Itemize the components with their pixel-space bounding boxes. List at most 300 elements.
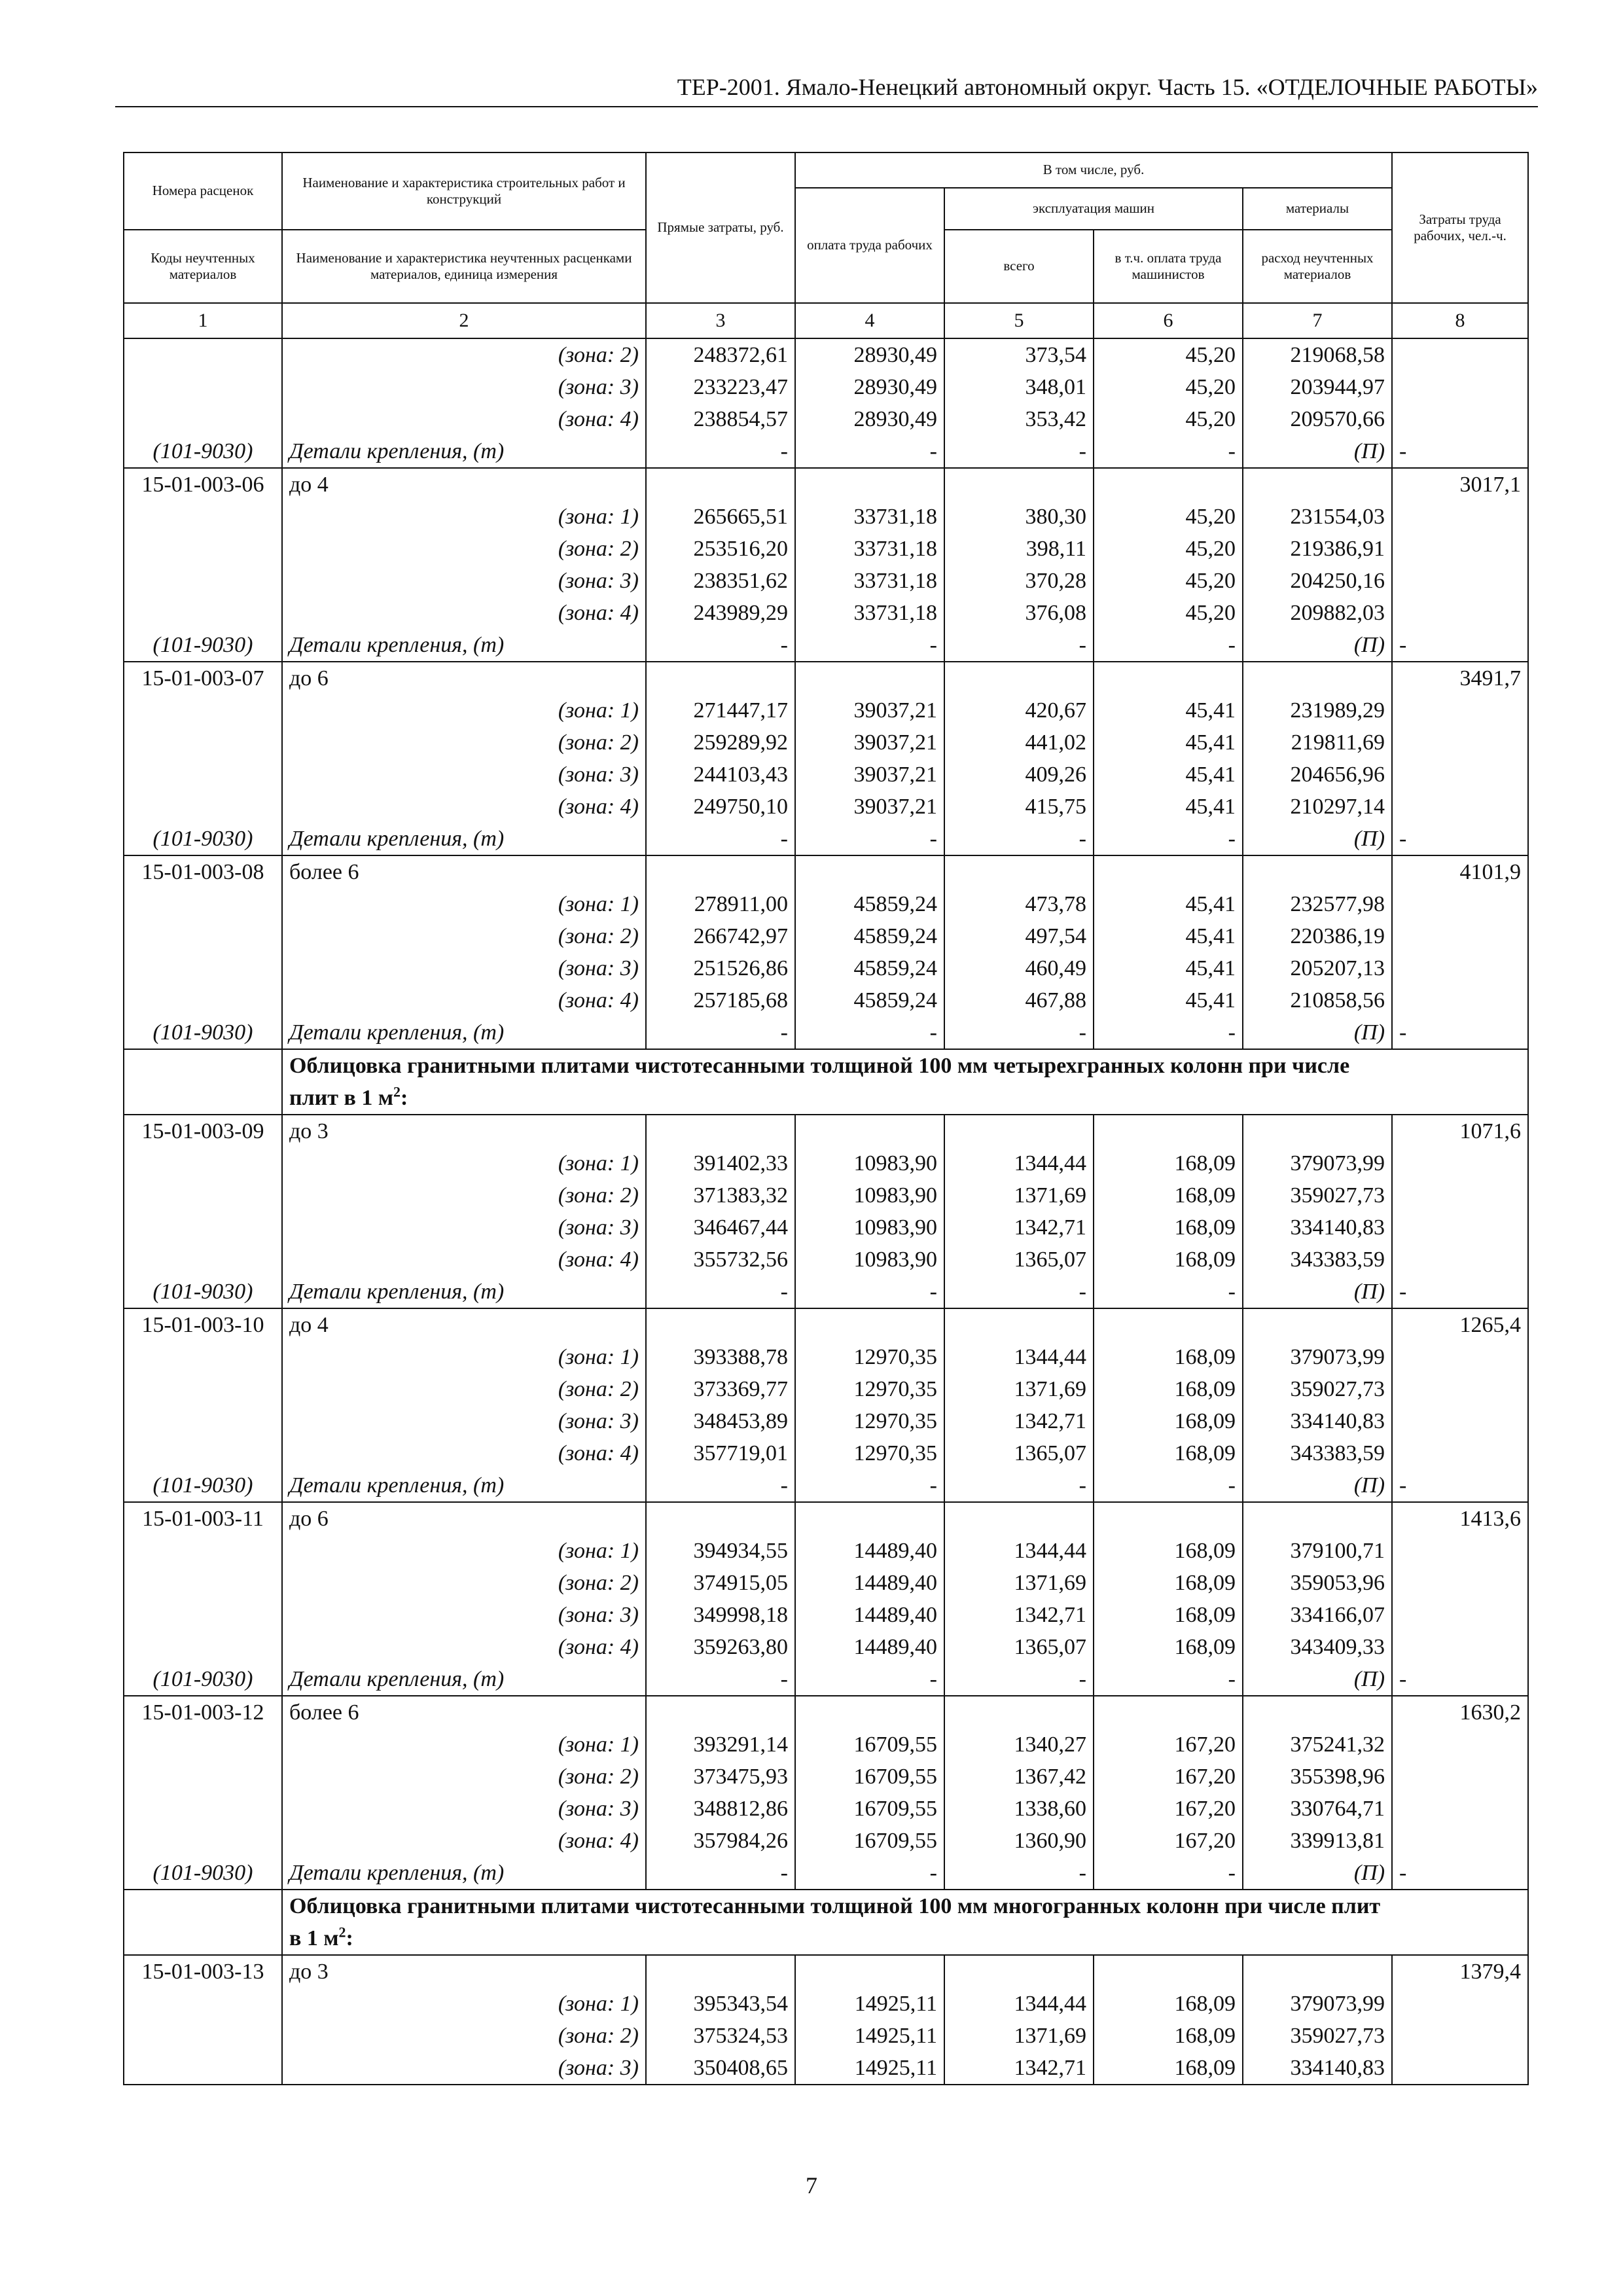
materials-cost-cell: 209882,03 [1243, 597, 1392, 629]
work-name-cell: (зона: 3) [282, 952, 646, 984]
labor-hours-cell [1392, 1761, 1528, 1793]
machinists-pay-cell: 45,20 [1094, 597, 1243, 629]
direct-cost-cell: 395343,54 [646, 1988, 795, 2020]
labor-hours-cell [1392, 2020, 1528, 2052]
zone-row [124, 597, 1528, 629]
rate-code-cell [124, 533, 282, 565]
direct-cost-cell: 357719,01 [646, 1437, 795, 1469]
materials-cost-cell [1243, 662, 1392, 694]
rate-code-cell [124, 1244, 282, 1276]
machinists-pay-cell [1094, 1308, 1243, 1341]
work-name-cell: Детали крепления, (т) [282, 1857, 646, 1890]
labor-pay-cell: 12970,35 [795, 1373, 944, 1405]
labor-hours-cell: 3017,1 [1392, 468, 1528, 501]
work-name-cell: (зона: 3) [282, 1793, 646, 1825]
col2-header-bottom: Наименование и характеристика неучтенных расценками материалов, единица измерения [282, 230, 646, 303]
direct-cost-cell: 244103,43 [646, 759, 795, 791]
rate-code-cell [124, 403, 282, 435]
machinists-pay-cell: 45,41 [1094, 952, 1243, 984]
machines-total-cell: 1344,44 [944, 1988, 1094, 2020]
zone-row [124, 1825, 1528, 1857]
rate-code-cell: 15-01-003-07 [124, 662, 282, 694]
rate-code-row [124, 1955, 1528, 1988]
work-name-cell: (зона: 3) [282, 1405, 646, 1437]
column-number: 1 [124, 303, 282, 338]
included-header: В том числе, руб. [795, 152, 1392, 188]
labor-pay-cell: 12970,35 [795, 1405, 944, 1437]
machinists-pay-cell: 45,41 [1094, 984, 1243, 1016]
direct-cost-cell: 271447,17 [646, 694, 795, 726]
labor-pay-cell: 39037,21 [795, 791, 944, 823]
labor-pay-cell: - [795, 1857, 944, 1890]
machinists-pay-cell: 45,41 [1094, 726, 1243, 759]
machines-total-cell [944, 1308, 1094, 1341]
labor-hours-cell [1392, 2052, 1528, 2085]
zone-row [124, 1535, 1528, 1567]
col1-header-bottom: Коды неучтенных материалов [124, 230, 282, 303]
direct-cost-cell [646, 855, 795, 888]
work-name-cell: Детали крепления, (т) [282, 629, 646, 662]
machines-total-cell [944, 1502, 1094, 1535]
work-name-cell: (зона: 1) [282, 888, 646, 920]
materials-cost-cell: (П) [1243, 1857, 1392, 1890]
materials-cost-cell: 219068,58 [1243, 338, 1392, 371]
direct-cost-cell: 249750,10 [646, 791, 795, 823]
page-number: 7 [806, 2172, 817, 2198]
machines-total-cell: 398,11 [944, 533, 1094, 565]
rate-code-cell [124, 1761, 282, 1793]
section-heading [282, 1049, 1392, 1115]
labor-pay-cell: 14925,11 [795, 1988, 944, 2020]
machines-total-cell: 1371,69 [944, 1373, 1094, 1405]
zone-row [124, 952, 1528, 984]
labor-hours-cell: 1379,4 [1392, 1955, 1528, 1988]
machines-total-cell: 1365,07 [944, 1244, 1094, 1276]
machines-total-cell: 1360,90 [944, 1825, 1094, 1857]
work-name-cell: (зона: 4) [282, 1244, 646, 1276]
machinists-pay-cell: - [1094, 629, 1243, 662]
rate-code-row [124, 468, 1528, 501]
materials-cost-cell: 379073,99 [1243, 1988, 1392, 2020]
machinists-pay-cell: 167,20 [1094, 1729, 1243, 1761]
machinists-pay-cell: 45,20 [1094, 403, 1243, 435]
labor-hours-cell: 4101,9 [1392, 855, 1528, 888]
rate-code-cell: (101-9030) [124, 1857, 282, 1890]
zone-row [124, 533, 1528, 565]
direct-cost-cell: 251526,86 [646, 952, 795, 984]
rate-code-cell: (101-9030) [124, 435, 282, 468]
machinists-pay-cell: 168,09 [1094, 1988, 1243, 2020]
machines-total-cell: 441,02 [944, 726, 1094, 759]
labor-pay-cell: 12970,35 [795, 1341, 944, 1373]
labor-pay-cell: 28930,49 [795, 403, 944, 435]
work-name-cell: (зона: 1) [282, 1147, 646, 1179]
materials-cost-cell: 210297,14 [1243, 791, 1392, 823]
rate-code-cell [124, 984, 282, 1016]
materials-cost-cell: 334140,83 [1243, 2052, 1392, 2085]
material-row [124, 823, 1528, 855]
labor-pay-cell: 39037,21 [795, 726, 944, 759]
rate-code-cell [124, 1437, 282, 1469]
zone-row [124, 1761, 1528, 1793]
labor-pay-cell: - [795, 1016, 944, 1049]
machinists-pay-cell: 168,09 [1094, 2052, 1243, 2085]
work-name-cell: (зона: 2) [282, 1179, 646, 1211]
material-row [124, 435, 1528, 468]
labor-pay-cell: 14925,11 [795, 2052, 944, 2085]
materials-cost-cell: 204656,96 [1243, 759, 1392, 791]
machinists-pay-cell: 45,41 [1094, 791, 1243, 823]
labor-pay-cell: 28930,49 [795, 371, 944, 403]
labor-hours-cell [1392, 1631, 1528, 1663]
zone-row [124, 1244, 1528, 1276]
machines-total-cell: 370,28 [944, 565, 1094, 597]
labor-pay-cell: 10983,90 [795, 1211, 944, 1244]
labor-hours-cell [1392, 1179, 1528, 1211]
labor-hours-cell [1392, 1599, 1528, 1631]
direct-cost-cell: 394934,55 [646, 1535, 795, 1567]
machinists-pay-cell: - [1094, 1469, 1243, 1502]
labor-pay-cell: 14489,40 [795, 1631, 944, 1663]
rate-code-row [124, 1115, 1528, 1147]
machinists-pay-cell: 168,09 [1094, 1341, 1243, 1373]
rate-code-cell [124, 1405, 282, 1437]
rate-code-cell: (101-9030) [124, 1016, 282, 1049]
zone-row [124, 403, 1528, 435]
labor-pay-cell: 39037,21 [795, 694, 944, 726]
rate-code-cell [124, 1988, 282, 2020]
material-row [124, 1276, 1528, 1308]
machinists-pay-cell: 45,20 [1094, 371, 1243, 403]
materials-cost-cell: 359027,73 [1243, 2020, 1392, 2052]
machines-header: эксплуатация машин [944, 188, 1243, 230]
direct-cost-cell [646, 468, 795, 501]
col3-header: Прямые затраты, руб. [646, 152, 795, 303]
materials-cost-cell: 359027,73 [1243, 1373, 1392, 1405]
zone-row [124, 1729, 1528, 1761]
labor-hours-cell [1392, 1211, 1528, 1244]
machines-total-cell: 373,54 [944, 338, 1094, 371]
machines-total-cell: - [944, 1469, 1094, 1502]
labor-hours-cell: - [1392, 1016, 1528, 1049]
labor-pay-cell [795, 1308, 944, 1341]
labor-pay-cell [795, 1955, 944, 1988]
labor-pay-cell [795, 468, 944, 501]
rate-code-cell: (101-9030) [124, 823, 282, 855]
work-name-cell: (зона: 4) [282, 1631, 646, 1663]
zone-row [124, 726, 1528, 759]
work-name-cell: до 4 [282, 1308, 646, 1341]
labor-pay-cell: 14489,40 [795, 1567, 944, 1599]
materials-cost-cell: 210858,56 [1243, 984, 1392, 1016]
rate-code-cell [124, 1535, 282, 1567]
section-heading-text: Облицовка гранитными плитами чистотесанными толщиной 100 мм четырехгранных колонн при числе плит в 1 м [289, 1054, 1350, 1110]
direct-cost-cell: 355732,56 [646, 1244, 795, 1276]
materials-cost-cell: 334166,07 [1243, 1599, 1392, 1631]
materials-cost-cell: 219811,69 [1243, 726, 1392, 759]
col1-header-top: Номера расценок [124, 152, 282, 230]
machinists-pay-cell: 167,20 [1094, 1761, 1243, 1793]
materials-cost-cell: (П) [1243, 823, 1392, 855]
labor-hours-cell [1392, 1793, 1528, 1825]
machines-total-cell: - [944, 1663, 1094, 1696]
machines-total-cell: 415,75 [944, 791, 1094, 823]
direct-cost-cell: - [646, 1857, 795, 1890]
labor-pay-cell: 45859,24 [795, 888, 944, 920]
rate-code-cell: (101-9030) [124, 1663, 282, 1696]
direct-cost-cell: 374915,05 [646, 1567, 795, 1599]
direct-cost-cell: 238854,57 [646, 403, 795, 435]
labor-hours-cell [1392, 1373, 1528, 1405]
rate-code-cell [124, 920, 282, 952]
column-number: 7 [1243, 303, 1392, 338]
section-heading-text: Облицовка гранитными плитами чистотесанными толщиной 100 мм многогранных колонн при числе плит в 1 м [289, 1894, 1381, 1950]
materials-cost-cell: 379073,99 [1243, 1341, 1392, 1373]
rate-code-cell: 15-01-003-13 [124, 1955, 282, 1988]
work-name-cell: до 6 [282, 662, 646, 694]
section-heading-tail: : [346, 1926, 353, 1950]
direct-cost-cell: 248372,61 [646, 338, 795, 371]
machinists-pay-cell: 168,09 [1094, 1244, 1243, 1276]
machines-total-cell: 497,54 [944, 920, 1094, 952]
rate-code-cell [124, 2052, 282, 2085]
zone-row [124, 565, 1528, 597]
rate-code-cell: 15-01-003-10 [124, 1308, 282, 1341]
labor-hours-cell: - [1392, 629, 1528, 662]
labor-hours-cell: 1413,6 [1392, 1502, 1528, 1535]
labor-pay-cell: - [795, 1276, 944, 1308]
labor-hours-cell [1392, 694, 1528, 726]
labor-pay-cell: 10983,90 [795, 1179, 944, 1211]
direct-cost-cell: 373369,77 [646, 1373, 795, 1405]
zone-row [124, 1437, 1528, 1469]
rate-code-row [124, 662, 1528, 694]
machines-total-cell: 1371,69 [944, 1567, 1094, 1599]
direct-cost-cell: 348453,89 [646, 1405, 795, 1437]
labor-hours-cell [1392, 1988, 1528, 2020]
work-name-cell: (зона: 2) [282, 726, 646, 759]
labor-pay-cell: 16709,55 [795, 1761, 944, 1793]
materials-cost-cell: 232577,98 [1243, 888, 1392, 920]
materials-cost-cell: 355398,96 [1243, 1761, 1392, 1793]
price-table [123, 152, 1529, 2085]
section-heading-row [124, 1890, 1528, 1955]
column-number: 4 [795, 303, 944, 338]
machines-total-cell [944, 1955, 1094, 1988]
labor-hours-cell [1392, 920, 1528, 952]
materials-cost-cell: 379100,71 [1243, 1535, 1392, 1567]
materials-header: материалы [1243, 188, 1392, 230]
work-name-cell: более 6 [282, 855, 646, 888]
rate-code-row [124, 1696, 1528, 1729]
materials-cost-cell: 209570,66 [1243, 403, 1392, 435]
work-name-cell: (зона: 4) [282, 597, 646, 629]
labor-pay-cell: 10983,90 [795, 1244, 944, 1276]
work-name-cell: (зона: 1) [282, 694, 646, 726]
column-number: 3 [646, 303, 795, 338]
work-name-cell: (зона: 2) [282, 533, 646, 565]
section-heading-sup: 2 [338, 1924, 346, 1941]
work-name-cell: (зона: 2) [282, 1373, 646, 1405]
labor-pay-cell: 39037,21 [795, 759, 944, 791]
labor-hours-cell [1392, 1244, 1528, 1276]
materials-cost-cell [1243, 1696, 1392, 1729]
machines-total-cell: - [944, 1016, 1094, 1049]
labor-pay-cell: 16709,55 [795, 1729, 944, 1761]
labor-hours-cell [1392, 1341, 1528, 1373]
labor-hours-cell: - [1392, 1663, 1528, 1696]
direct-cost-cell: 265665,51 [646, 501, 795, 533]
machinists-pay-cell: 168,09 [1094, 1599, 1243, 1631]
machines-total-cell: 467,88 [944, 984, 1094, 1016]
machines-total-cell [944, 468, 1094, 501]
direct-cost-cell: 393388,78 [646, 1341, 795, 1373]
rate-code-cell [124, 694, 282, 726]
machinists-pay-cell: 45,41 [1094, 759, 1243, 791]
rate-code-cell [124, 1729, 282, 1761]
machines-total-cell: 409,26 [944, 759, 1094, 791]
col4-header: оплата труда рабочих [795, 188, 944, 303]
materials-cost-cell: 204250,16 [1243, 565, 1392, 597]
work-name-cell: (зона: 2) [282, 1567, 646, 1599]
direct-cost-cell: 253516,20 [646, 533, 795, 565]
work-name-cell: до 3 [282, 1115, 646, 1147]
work-name-cell: (зона: 3) [282, 2052, 646, 2085]
materials-cost-cell: 220386,19 [1243, 920, 1392, 952]
machinists-pay-cell [1094, 1115, 1243, 1147]
materials-cost-cell: (П) [1243, 435, 1392, 468]
work-name-cell: (зона: 3) [282, 1211, 646, 1244]
machines-total-cell: 1365,07 [944, 1631, 1094, 1663]
labor-hours-cell [1392, 888, 1528, 920]
rate-code-cell: 15-01-003-08 [124, 855, 282, 888]
work-name-cell: (зона: 3) [282, 1599, 646, 1631]
material-row [124, 1469, 1528, 1502]
machines-total-cell: 1342,71 [944, 1211, 1094, 1244]
section-heading [282, 1890, 1392, 1955]
empty-cell [124, 1049, 282, 1115]
zone-row [124, 1147, 1528, 1179]
direct-cost-cell: - [646, 629, 795, 662]
machinists-pay-cell: 167,20 [1094, 1793, 1243, 1825]
machinists-pay-cell: 168,09 [1094, 1405, 1243, 1437]
labor-hours-cell [1392, 338, 1528, 371]
rate-code-cell [124, 1179, 282, 1211]
machinists-pay-cell: 45,41 [1094, 694, 1243, 726]
work-name-cell: до 4 [282, 468, 646, 501]
direct-cost-cell: 233223,47 [646, 371, 795, 403]
labor-pay-cell: 14489,40 [795, 1535, 944, 1567]
labor-hours-cell: 1630,2 [1392, 1696, 1528, 1729]
col8-header: Затраты труда рабочих, чел.-ч. [1392, 152, 1528, 303]
column-numbers-row [124, 303, 1528, 338]
machinists-pay-cell: 168,09 [1094, 1211, 1243, 1244]
machinists-pay-cell: 45,20 [1094, 338, 1243, 371]
materials-cost-cell: (П) [1243, 1016, 1392, 1049]
machinists-pay-cell: - [1094, 1276, 1243, 1308]
section-heading-sup: 2 [393, 1083, 401, 1100]
work-name-cell: (зона: 1) [282, 1988, 646, 2020]
work-name-cell: (зона: 4) [282, 1437, 646, 1469]
direct-cost-cell [646, 1308, 795, 1341]
labor-hours-cell [1392, 1437, 1528, 1469]
work-name-cell: (зона: 2) [282, 2020, 646, 2052]
machinists-pay-cell: - [1094, 1857, 1243, 1890]
materials-cost-cell: (П) [1243, 1663, 1392, 1696]
labor-pay-cell: - [795, 435, 944, 468]
machinists-pay-cell [1094, 468, 1243, 501]
direct-cost-cell [646, 662, 795, 694]
table-header [124, 152, 1528, 338]
direct-cost-cell [646, 1955, 795, 1988]
materials-cost-cell [1243, 468, 1392, 501]
column-number: 6 [1094, 303, 1243, 338]
labor-pay-cell: 28930,49 [795, 338, 944, 371]
rate-code-cell: 15-01-003-11 [124, 1502, 282, 1535]
rate-code-cell: 15-01-003-06 [124, 468, 282, 501]
work-name-cell: (зона: 4) [282, 403, 646, 435]
work-name-cell: Детали крепления, (т) [282, 1276, 646, 1308]
rate-code-cell: (101-9030) [124, 1276, 282, 1308]
rate-code-cell [124, 565, 282, 597]
rate-code-cell [124, 888, 282, 920]
labor-hours-cell: 1071,6 [1392, 1115, 1528, 1147]
materials-cost-cell: 330764,71 [1243, 1793, 1392, 1825]
col2-header-top: Наименование и характеристика строительных работ и конструкций [282, 152, 646, 230]
zone-row [124, 1179, 1528, 1211]
work-name-cell: (зона: 2) [282, 338, 646, 371]
machines-total-cell: 1344,44 [944, 1535, 1094, 1567]
machinists-pay-cell: 168,09 [1094, 1437, 1243, 1469]
machinists-pay-cell: 45,41 [1094, 888, 1243, 920]
direct-cost-cell: 357984,26 [646, 1825, 795, 1857]
labor-pay-cell: 45859,24 [795, 920, 944, 952]
machines-total-cell: 473,78 [944, 888, 1094, 920]
zone-row [124, 2020, 1528, 2052]
zone-row [124, 1341, 1528, 1373]
machines-total-cell: 1342,71 [944, 2052, 1094, 2085]
direct-cost-cell: 350408,65 [646, 2052, 795, 2085]
direct-cost-cell: 371383,32 [646, 1179, 795, 1211]
labor-hours-cell [1392, 403, 1528, 435]
materials-cost-cell: 334140,83 [1243, 1405, 1392, 1437]
table-body [124, 338, 1528, 2085]
direct-cost-cell: 243989,29 [646, 597, 795, 629]
machines-total-cell: 420,67 [944, 694, 1094, 726]
rate-code-cell [124, 501, 282, 533]
materials-cost-cell: (П) [1243, 1469, 1392, 1502]
col6-header: в т.ч. оплата труда машинистов [1094, 230, 1243, 303]
zone-row [124, 759, 1528, 791]
zone-row [124, 791, 1528, 823]
labor-pay-cell: - [795, 1663, 944, 1696]
machinists-pay-cell: 45,20 [1094, 501, 1243, 533]
direct-cost-cell: 278911,00 [646, 888, 795, 920]
material-row [124, 629, 1528, 662]
materials-cost-cell: 334140,83 [1243, 1211, 1392, 1244]
zone-row [124, 1567, 1528, 1599]
labor-hours-cell: - [1392, 1857, 1528, 1890]
zone-row [124, 371, 1528, 403]
col5-header: всего [944, 230, 1094, 303]
machinists-pay-cell: 167,20 [1094, 1825, 1243, 1857]
direct-cost-cell: 257185,68 [646, 984, 795, 1016]
rate-code-row [124, 1502, 1528, 1535]
rate-code-row [124, 855, 1528, 888]
labor-pay-cell [795, 1696, 944, 1729]
work-name-cell: Детали крепления, (т) [282, 435, 646, 468]
labor-hours-cell [1392, 1567, 1528, 1599]
